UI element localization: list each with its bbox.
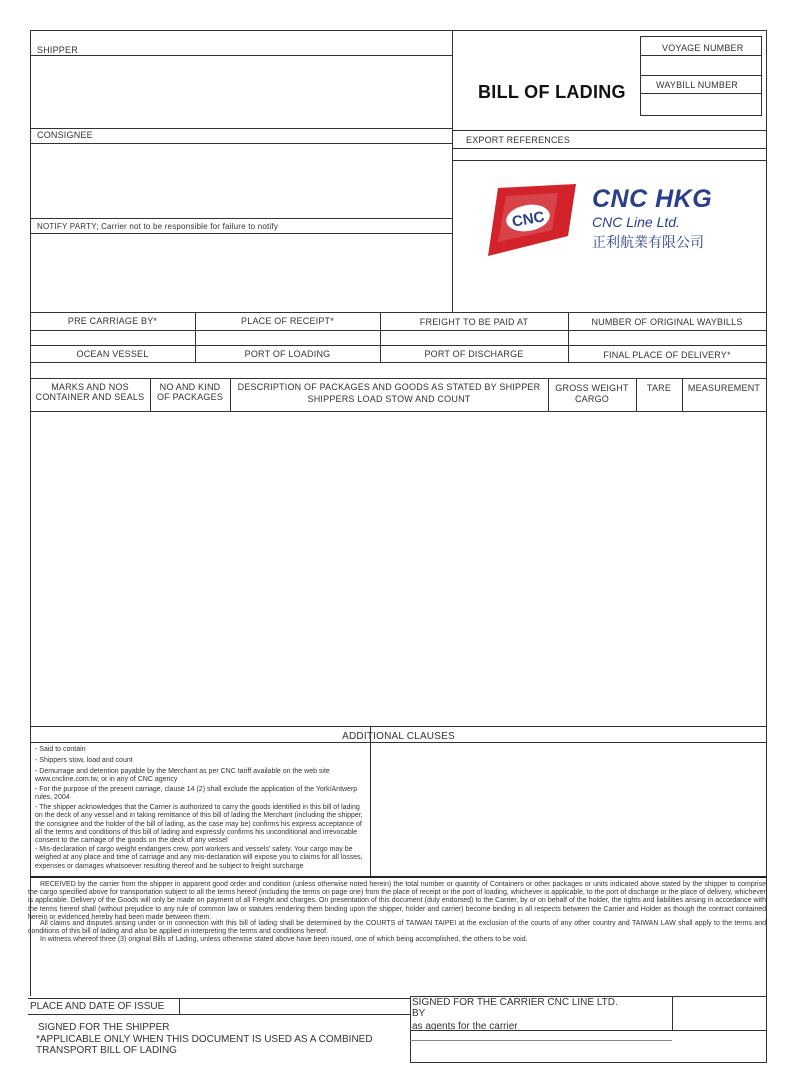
port-of-loading-label: PORT OF LOADING bbox=[244, 349, 331, 359]
received-paragraph: RECEIVED by the carrier from the shipper in apparent good order and condition (unless otherwise noted herein) the total number or quantity of Containers or other packages or units indicated above stated by the shipper to comprise the cargo specified above for transportation subject to all the terms hereof (including the terms on page one) from the place of receipt or the port of loading, whichever is applicable, to the port of discharge or the place of delivery, whichever is applicable. Delivery of the Goods will only be made on payment of all Freight and charges. On presentation of this document (duly endorsed) to the Carrier, by or on behalf of the holder, the rights and liabilities arising in accordance with the terms hereof shall (without prejudice to any rule of common law or statutes rendering them binding upon the shipper, holder and carrier) become binding in all respects between the Carrier and Holder as though the contract contained herein or evidenced hereby had been made between them. bbox=[28, 881, 766, 921]
logo-line: CNC Line Ltd. bbox=[592, 214, 680, 230]
flag-icon bbox=[480, 180, 580, 260]
clause-item: - Said to contain bbox=[35, 746, 86, 753]
tare-label: TARE bbox=[646, 383, 672, 393]
shipper-label: SHIPPER bbox=[37, 45, 78, 55]
logo-chinese-name: 正利航業有限公司 bbox=[592, 235, 704, 251]
clause-item: - Mis-declaration of cargo weight endangers crew, port workers and vessels' safety. Your cargo may be weighed at any place and time of carriage and any mis-declaration will expose you to claims for all losses, expenses or damages whatsoever resulting thereof and be subject to freight surcharge bbox=[35, 846, 363, 870]
clause-item: - For the purpose of the present carriage, clause 14 (2) shall exclude the application of the York/Antwerp rules, 2004 bbox=[35, 786, 358, 802]
by-label: BY bbox=[412, 1008, 426, 1019]
ocean-vessel-label: OCEAN VESSEL bbox=[76, 349, 149, 359]
gross-weight-label-1: GROSS WEIGHT bbox=[555, 383, 629, 393]
marks-label-2: CONTAINER AND SEALS bbox=[35, 392, 145, 402]
agents-label: as agents for the carrier bbox=[412, 1021, 518, 1032]
logo-name: CNC HKG bbox=[592, 185, 713, 213]
claims-paragraph: All claims and disputes arising under or in connection with this bill of lading shall be determined by the COURTS of TAIWAN TAIPEI at the exclusion of the courts of any other country and TAIWAN LAW shall apply to the terms and conditions of this bill of lading and also be applied in interpreting the terms and conditions hereof. bbox=[28, 920, 766, 936]
consignee-label: CONSIGNEE bbox=[37, 130, 93, 140]
measurement-label: MEASUREMENT bbox=[687, 383, 761, 393]
place-of-receipt-label: PLACE OF RECEIPT* bbox=[241, 316, 334, 326]
freight-label: FREIGHT TO BE PAID AT bbox=[419, 317, 529, 327]
kind-label-2: OF PACKAGES bbox=[156, 392, 224, 402]
applicable-note-1: *APPLICABLE ONLY WHEN THIS DOCUMENT IS USED AS A COMBINED bbox=[36, 1034, 373, 1045]
signed-shipper-label: SIGNED FOR THE SHIPPER bbox=[38, 1022, 170, 1033]
logo-badge-text: CNC bbox=[510, 208, 546, 231]
signed-carrier-label: SIGNED FOR THE CARRIER CNC LINE LTD. bbox=[412, 997, 618, 1008]
description-label-1: DESCRIPTION OF PACKAGES AND GOODS AS STATED BY SHIPPER bbox=[237, 382, 541, 392]
description-label-2: SHIPPERS LOAD STOW AND COUNT bbox=[307, 394, 471, 404]
waybill-number-label: WAYBILL NUMBER bbox=[656, 80, 738, 90]
kind-label-1: NO AND KIND bbox=[159, 382, 221, 392]
original-waybills-label: NUMBER OF ORIGINAL WAYBILLS bbox=[591, 317, 743, 327]
place-date-issue-label: PLACE AND DATE OF ISSUE bbox=[30, 1001, 165, 1012]
voyage-number-label: VOYAGE NUMBER bbox=[662, 43, 744, 53]
notify-party-label: NOTIFY PARTY; Carrier not to be responsible for failure to notify bbox=[37, 222, 279, 231]
export-references-label: EXPORT REFERENCES bbox=[466, 135, 571, 145]
clause-item: - The shipper acknowledges that the Carrier is authorized to carry the goods identified in this bill of lading on the deck of any vessel and in taking remittance of this bill of lading the Merchant (including the shipper, the consignee and the holder of the bill of lading, as the case may be) confirms his express acceptance of all the terms and conditions of this bill of lading and expressly confirms his unconditional and irrevocable consent to the carriage of the goods on the deck of any vessel bbox=[35, 804, 363, 845]
final-place-label: FINAL PLACE OF DELIVERY* bbox=[603, 350, 731, 360]
clause-item: - Shippers stow, load and count bbox=[35, 757, 133, 764]
document-title: BILL OF LADING bbox=[478, 82, 626, 102]
applicable-note-2: TRANSPORT BILL OF LADING bbox=[36, 1045, 177, 1056]
additional-clauses-title: ADDITIONAL CLAUSES bbox=[342, 731, 455, 742]
witness-paragraph: In witness whereof three (3) original Bills of Lading, unless otherwise stated above have been issued, one of which being accomplished, the others to be void. bbox=[40, 936, 528, 943]
port-of-discharge-label: PORT OF DISCHARGE bbox=[424, 349, 524, 359]
clause-item: - Demurrage and detention payable by the Merchant as per CNC tariff available on the web site www.cncline.com.tw, or in any of CNC agency bbox=[35, 768, 330, 784]
gross-weight-label-2: CARGO bbox=[574, 394, 609, 404]
pre-carriage-label: PRE CARRIAGE BY* bbox=[67, 316, 158, 326]
marks-label-1: MARKS AND NOS bbox=[51, 382, 129, 392]
